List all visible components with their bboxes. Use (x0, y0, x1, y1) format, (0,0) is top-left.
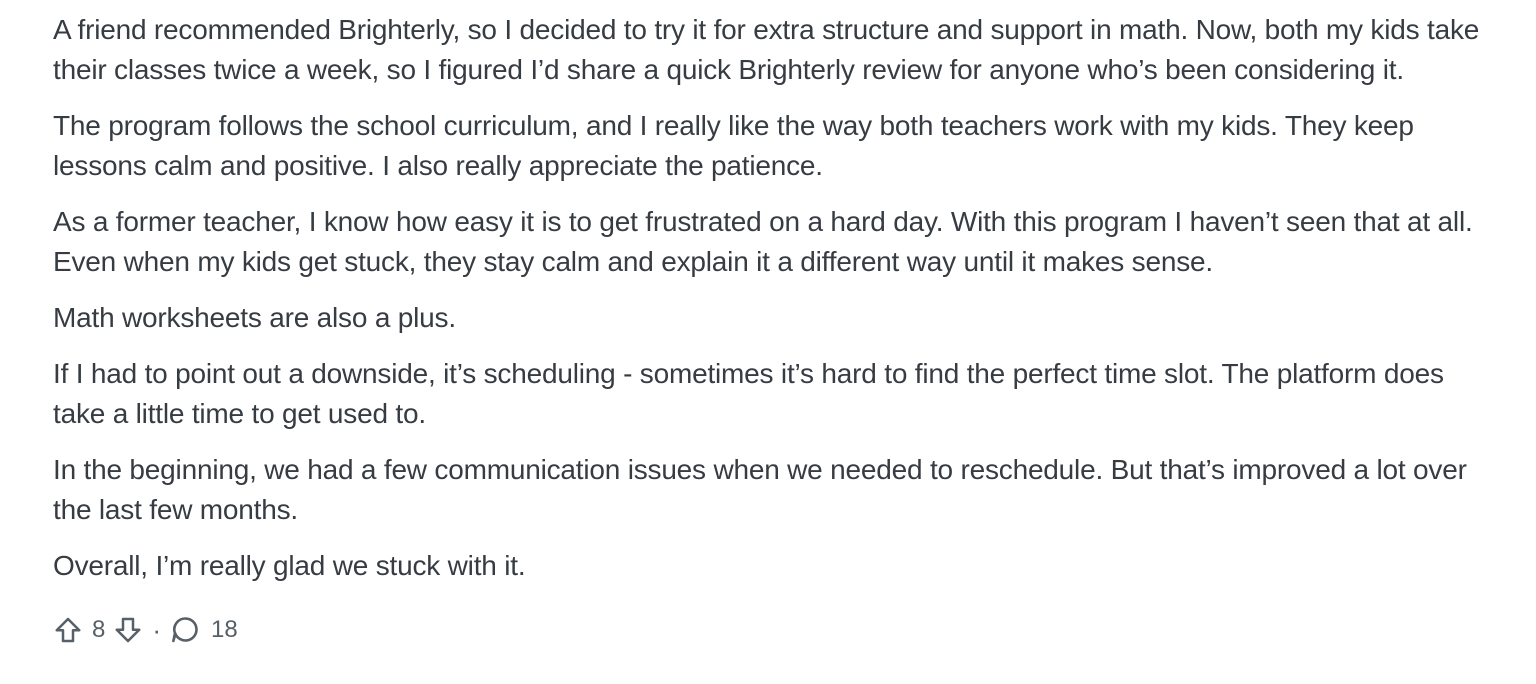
post-body (53, 10, 1494, 586)
downvote-button[interactable] (113, 615, 143, 645)
separator-dot: · (152, 614, 162, 645)
post-paragraph: In the beginning, we had a few communication issues when we needed to reschedule. But that’s improved a lot over the last few months. (53, 454, 1467, 525)
post-paragraph: The program follows the school curriculum, and I really like the way both teachers work with my kids. They keep lessons calm and positive. I also really appreciate the patience. (53, 110, 1414, 181)
comments-button[interactable] (170, 614, 238, 645)
post-paragraph: A friend recommended Brighterly, so I decided to try it for extra structure and support in math. Now, both my kids take their classes twice a week, so I figured I’d share a quick Brighterly review for anyone who’s been considering it. (53, 14, 1480, 85)
post-paragraph: Math worksheets are also a plus. (53, 302, 456, 333)
upvote-icon (53, 615, 83, 645)
comment-icon (170, 614, 201, 645)
post-paragraph: Overall, I’m really glad we stuck with it. (53, 550, 526, 581)
downvote-icon (113, 615, 143, 645)
upvote-button[interactable] (53, 615, 83, 645)
comment-count: 18 (211, 615, 238, 643)
upvote-count: 8 (92, 615, 106, 643)
post-paragraph: If I had to point out a downside, it’s scheduling - sometimes it’s hard to find the perfect time slot. The platform does take a little time to get used to. (53, 358, 1444, 429)
post-actions-bar (53, 614, 1494, 645)
post-paragraph: As a former teacher, I know how easy it is to get frustrated on a hard day. With this program I haven’t seen that at all. Even when my kids get stuck, they stay calm and explain it a different way until it makes sense. (53, 206, 1473, 277)
